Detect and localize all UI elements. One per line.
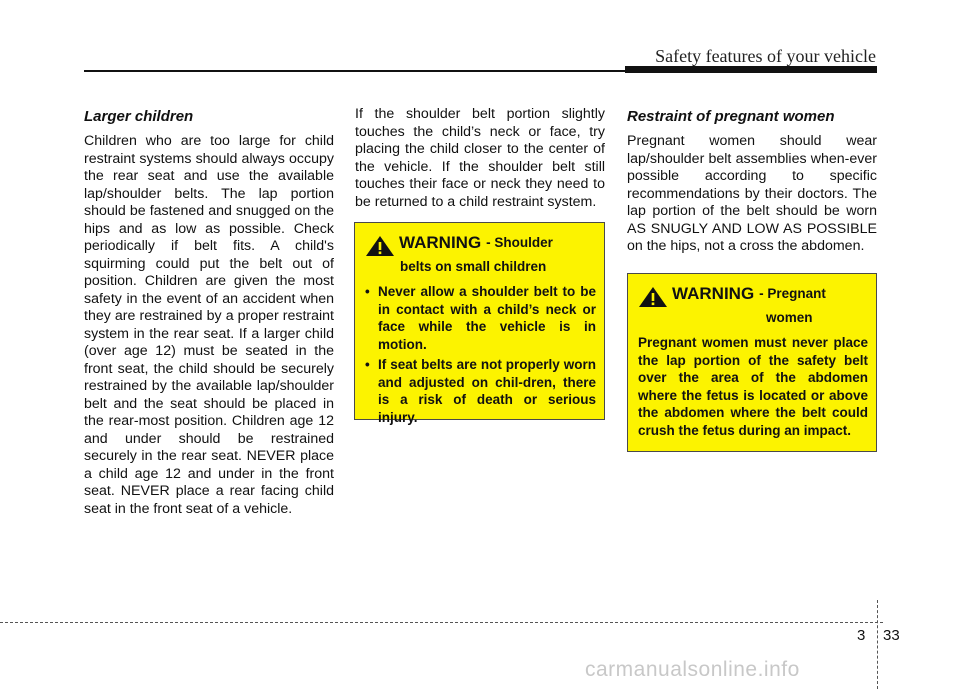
- column-larger-children: [84, 108, 334, 518]
- watermark: carmanualsonline.info: [585, 658, 800, 681]
- warning-triangle-icon: [638, 286, 668, 308]
- warning-list: [365, 283, 596, 426]
- paragraph-pregnant-women: Pregnant women should wear lap/shoulder belt assemblies when-ever possible according to specific recommendations by their doctors. The lap portion of the belt should be worn AS SNUGLY AND LOW AS POSSIBLE on the hips, not a cross the abdomen.: [627, 133, 877, 254]
- warning-subtitle-continued: women: [766, 310, 813, 325]
- footer-dashed-divider: [877, 600, 878, 689]
- paragraph-larger-children: Children who are too large for child restraint systems should always occupy the rear seat and use the available lap/shoulder belts. The lap portion should be fastened and snugged on the hips and as low as possible. Check periodically if belt fits. A child's squirming could put the belt out of position. Children are given the most safety in the event of an accident when they are restrained by a proper restraint system in the rear seat. If a larger child (over age 12) must be seated in the front seat, the child should be securely restrained by the available lap/shoulder belt and the seat should be placed in the rear-most position. Children age 12 and under should be restrained securely in the rear seat. NEVER place a child age 12 and under in the front seat. NEVER place a rear facing child seat in the front seat of a vehicle.: [84, 133, 334, 517]
- warning-box-pregnant-women: [627, 273, 877, 452]
- header-rule-accent: [625, 66, 877, 73]
- warning-text: Pregnant women must never place the lap portion of the safety belt over the area of the abdomen where the fetus is located or above the abdomen where the belt could crush the fetus during an impact.: [638, 335, 868, 438]
- warning-header: [638, 284, 868, 308]
- warning-subtitle: - Shoulder: [486, 235, 553, 250]
- chapter-number: 3: [857, 627, 866, 644]
- column-pregnant-women: [627, 108, 877, 256]
- warning-subtitle: - Pregnant: [759, 286, 826, 301]
- warning-subtitle-continued: belts on small children: [400, 259, 547, 274]
- warning-header: [365, 233, 596, 257]
- section-heading-pregnant-women: Restraint of pregnant women: [627, 108, 835, 125]
- warning-label: WARNING: [399, 233, 482, 252]
- section-heading-larger-children: Larger children: [84, 108, 194, 125]
- warning-item: • Never allow a shoulder belt to be in contact with a child’s neck or face while the vehicle is in motion.: [365, 283, 596, 353]
- page-number: 33: [883, 627, 900, 644]
- paragraph-shoulder-belt: If the shoulder belt portion slightly touches the child’s neck or face, try placing the child closer to the center of the vehicle. If the shoulder belt still touches their face or neck they need to be returned to a child restraint system.: [355, 106, 605, 210]
- column-shoulder-belt: [355, 108, 605, 211]
- header-title: Safety features of your vehicle: [655, 46, 876, 66]
- warning-label: WARNING: [672, 284, 755, 303]
- warning-item: • If seat belts are not properly worn and adjusted on chil-dren, there is a risk of death or serious injury.: [365, 356, 596, 426]
- warning-triangle-icon: [365, 235, 395, 257]
- footer-dashed-rule: [0, 622, 883, 623]
- warning-box-shoulder-belts: [354, 222, 605, 425]
